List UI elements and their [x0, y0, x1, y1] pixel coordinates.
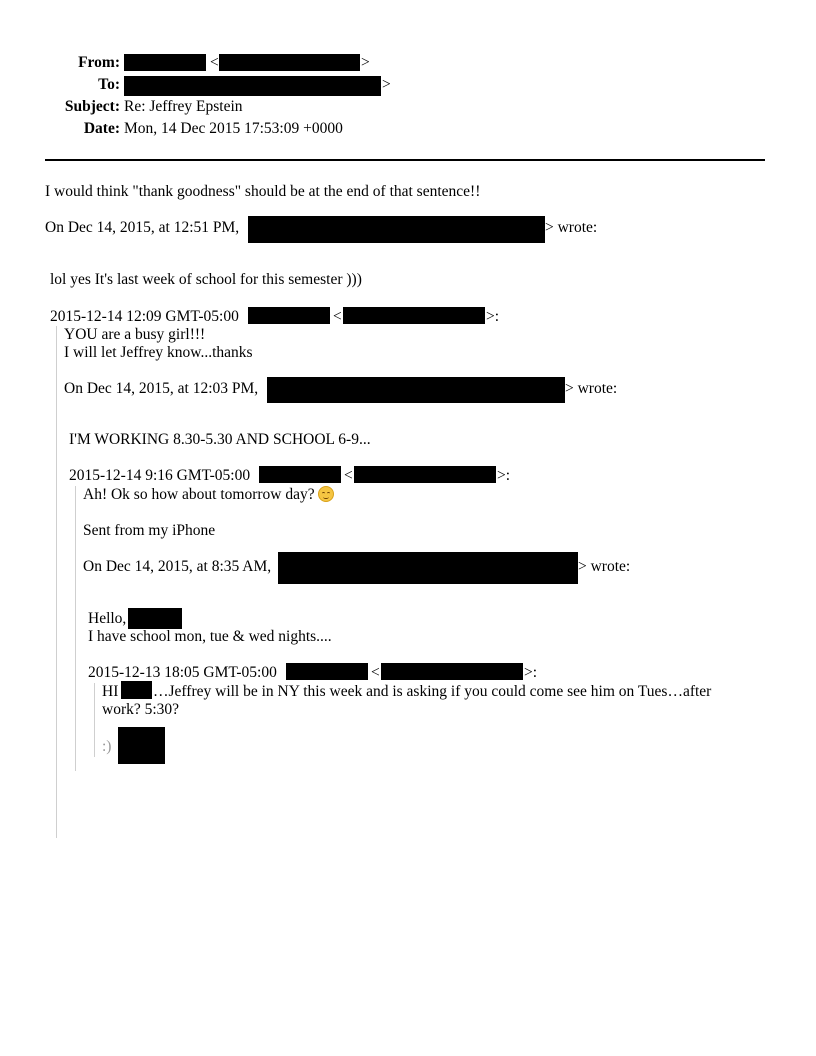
redaction-q1-email: [343, 307, 485, 324]
subject-value: Re: Jeffrey Epstein: [124, 98, 243, 115]
to-gt: >: [382, 76, 391, 93]
quote-6-line-1: …Jeffrey will be in NY this week and is asking if you could come see him on Tues…after: [153, 683, 712, 700]
sent-from-line: Sent from my iPhone: [83, 522, 216, 539]
quote-bar-level-3: [94, 683, 95, 757]
quote-2-line-2: I will let Jeffrey know...thanks: [64, 344, 253, 361]
redaction-attribution-2: [267, 377, 565, 403]
header-divider: [45, 159, 765, 161]
redaction-attribution-1: [248, 216, 545, 243]
redaction-q5-name: [286, 663, 368, 680]
from-lt: <: [210, 54, 219, 71]
date-label: Date:: [83, 120, 120, 137]
redaction-q5-email: [381, 663, 523, 680]
quote-2-line-1: YOU are a busy girl!!!: [64, 326, 206, 343]
redaction-q3-email: [354, 466, 496, 483]
redaction-from-name: [124, 54, 206, 71]
quote-3-meta: 2015-12-14 9:16 GMT-05:00: [69, 467, 251, 484]
to-label: To:: [98, 76, 120, 93]
quote-5-meta: 2015-12-13 18:05 GMT-05:00: [88, 664, 277, 681]
attribution-1-prefix: On Dec 14, 2015, at 12:51 PM,: [45, 219, 240, 236]
quote-bar-level-2: [75, 486, 76, 771]
quote-5-hello: Hello,: [88, 610, 127, 627]
redaction-q3-name: [259, 466, 341, 483]
redaction-to: [124, 76, 381, 96]
attribution-3-prefix: On Dec 14, 2015, at 8:35 AM,: [83, 558, 272, 575]
date-value: Mon, 14 Dec 2015 17:53:09 +0000: [124, 120, 343, 137]
redaction-signature: [118, 727, 165, 764]
quote-4-line-1: [83, 486, 334, 504]
quote-5-line-2: I have school mon, tue & wed nights....: [88, 628, 332, 645]
redaction-hello-name: [128, 608, 182, 629]
reply-line: I would think "thank goodness" should be at the end of that sentence!!: [45, 183, 481, 200]
quote-6-hi: HI: [102, 683, 119, 700]
quote-6-line-2: work? 5:30?: [102, 701, 180, 718]
quote-1-meta: 2015-12-14 12:09 GMT-05:00: [50, 308, 239, 325]
attribution-3-suffix: > wrote:: [578, 558, 631, 575]
redaction-hi-name: [121, 681, 152, 699]
quote-4-text: Ah! Ok so how about tomorrow day?: [83, 486, 315, 503]
quote-3-meta-end: >:: [497, 467, 511, 484]
redaction-q1-name: [248, 307, 330, 324]
quote-1-text: lol yes It's last week of school for this semester ))): [50, 271, 362, 288]
quote-3-lt: <: [344, 467, 353, 484]
redaction-from-email: [219, 54, 360, 71]
quote-5-lt: <: [371, 664, 380, 681]
quote-1-meta-end: >:: [486, 308, 500, 325]
quote-1-lt: <: [333, 308, 342, 325]
quote-6-signature: :): [102, 738, 112, 755]
redaction-attribution-3: [278, 552, 578, 584]
quote-5-meta-end: >:: [524, 664, 538, 681]
from-label: From:: [78, 54, 120, 71]
attribution-2-suffix: > wrote:: [565, 380, 618, 397]
quote-3-text: I'M WORKING 8.30-5.30 AND SCHOOL 6-9...: [69, 431, 371, 448]
smiling-face-icon: [318, 486, 334, 502]
from-gt: >: [361, 54, 370, 71]
attribution-1-suffix: > wrote:: [545, 219, 598, 236]
quote-bar-level-1: [56, 326, 57, 838]
attribution-2-prefix: On Dec 14, 2015, at 12:03 PM,: [64, 380, 259, 397]
subject-label: Subject:: [64, 98, 120, 115]
